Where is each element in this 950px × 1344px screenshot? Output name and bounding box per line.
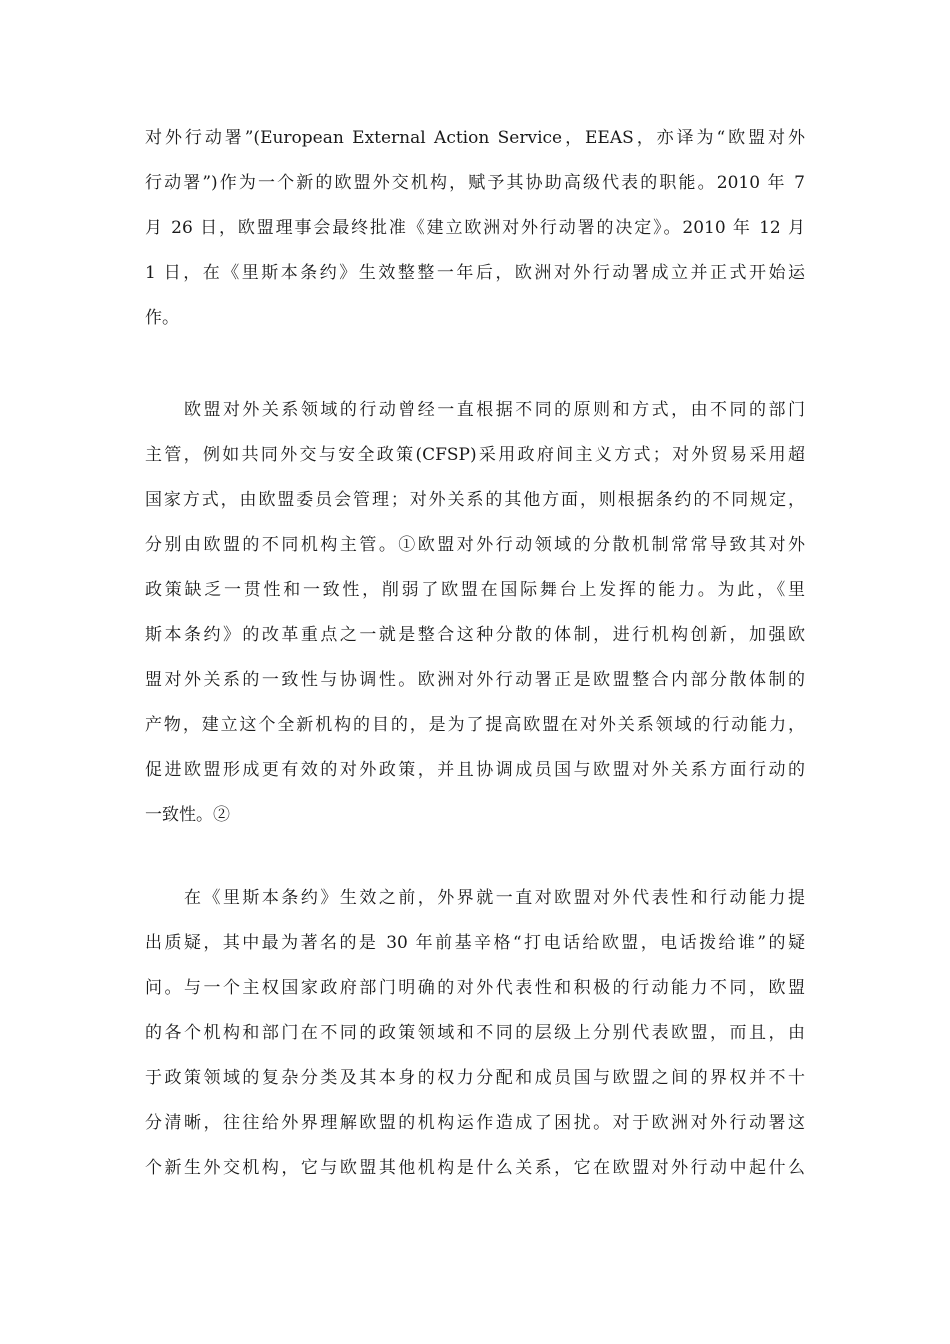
text-line: 欧盟对外关系领域的行动曾经一直根据不同的原则和方式，由不同的部门 — [145, 400, 805, 420]
text-line: 行动署”)作为一个新的欧盟外交机构，赋予其协助高级代表的职能。2010 年 7 — [145, 173, 805, 193]
text-line: 盟对外关系的一致性与协调性。欧洲对外行动署正是欧盟整合内部分散体制的 — [145, 670, 805, 690]
text-line: 月 26 日，欧盟理事会最终批准《建立欧洲对外行动署的决定》。2010 年 12 月 — [145, 218, 805, 238]
paragraph-1 — [145, 116, 805, 341]
text-line: 促进欧盟形成更有效的对外政策，并且协调成员国与欧盟对外关系方面行动的 — [145, 760, 805, 780]
text-line: 在《里斯本条约》生效之前，外界就一直对欧盟对外代表性和行动能力提 — [145, 888, 805, 908]
paragraph-2 — [145, 388, 805, 838]
text-line: 作。 — [145, 308, 179, 328]
text-line: 问。与一个主权国家政府部门明确的对外代表性和积极的行动能力不同，欧盟 — [145, 978, 805, 998]
text-line: 1 日，在《里斯本条约》生效整整一年后，欧洲对外行动署成立并正式开始运 — [145, 263, 805, 283]
text-line: 对外行动署”(European External Action Service，EEAS，亦译为“欧盟对外 — [145, 128, 805, 148]
text-line: 主管，例如共同外交与安全政策(CFSP)采用政府间主义方式；对外贸易采用超 — [145, 445, 805, 465]
paragraph-3 — [145, 876, 805, 1191]
text-line: 斯本条约》的改革重点之一就是整合这种分散的体制，进行机构创新，加强欧 — [145, 625, 805, 645]
text-line: 出质疑，其中最为著名的是 30 年前基辛格“打电话给欧盟，电话拨给谁”的疑 — [145, 933, 805, 953]
text-line: 于政策领域的复杂分类及其本身的权力分配和成员国与欧盟之间的界权并不十 — [145, 1068, 805, 1088]
text-line: 个新生外交机构，它与欧盟其他机构是什么关系，它在欧盟对外行动中起什么 — [145, 1158, 805, 1178]
text-line: 产物，建立这个全新机构的目的，是为了提高欧盟在对外关系领域的行动能力， — [145, 715, 805, 735]
text-line: 的各个机构和部门在不同的政策领域和不同的层级上分别代表欧盟，而且，由 — [145, 1023, 805, 1043]
text-line: 分别由欧盟的不同机构主管。①欧盟对外行动领域的分散机制常常导致其对外 — [145, 535, 805, 555]
text-line: 分清晰，往往给外界理解欧盟的机构运作造成了困扰。对于欧洲对外行动署这 — [145, 1113, 805, 1133]
text-line: 政策缺乏一贯性和一致性，削弱了欧盟在国际舞台上发挥的能力。为此，《里 — [145, 580, 805, 600]
text-line: 一致性。② — [145, 805, 230, 825]
text-line: 国家方式，由欧盟委员会管理；对外关系的其他方面，则根据条约的不同规定， — [145, 490, 805, 510]
